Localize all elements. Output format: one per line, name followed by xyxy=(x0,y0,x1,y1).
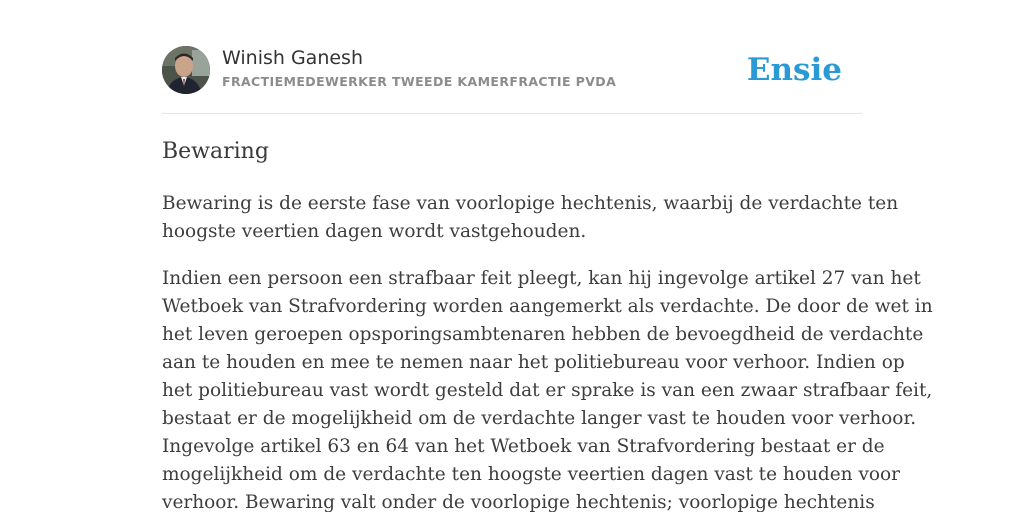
author-avatar[interactable] xyxy=(162,46,210,94)
author-role: FRACTIEMEDEWERKER TWEEDE KAMERFRACTIE PVDA xyxy=(222,74,617,89)
paragraph-line: verhoor. Bewaring valt onder de voorlopige hechtenis; voorlopige hechtenis xyxy=(162,492,875,512)
paragraph-line: hoogste veertien dagen wordt vastgehouden. xyxy=(162,221,587,242)
paragraph-line: Indien een persoon een strafbaar feit pleegt, kan hij ingevolge artikel 27 van het xyxy=(162,268,921,289)
author-name[interactable]: Winish Ganesh xyxy=(222,47,363,69)
paragraph-line: bestaat er de mogelijkheid om de verdachte langer vast te houden voor verhoor. xyxy=(162,408,917,429)
paragraph-line: het leven geroepen opsporingsambtenaren hebben de bevoegdheid de verdachte xyxy=(162,324,924,345)
paragraph-line: Wetboek van Strafvordering worden aangemerkt als verdachte. De door de wet in xyxy=(162,296,933,317)
author-photo xyxy=(162,46,210,94)
paragraph-line: Ingevolge artikel 63 en 64 van het Wetboek van Strafvordering bestaat er de xyxy=(162,436,885,457)
article-paragraph-2 xyxy=(162,265,933,512)
header-divider xyxy=(162,113,862,114)
brand-logo[interactable]: Ensie xyxy=(746,52,842,88)
author-header xyxy=(162,46,862,96)
paragraph-line: aan te houden en mee te nemen naar het politiebureau voor verhoor. Indien op xyxy=(162,352,905,373)
article-paragraph-1 xyxy=(162,190,899,246)
paragraph-line: mogelijkheid om de verdachte ten hoogste veertien dagen vast te houden voor xyxy=(162,464,901,485)
paragraph-line: Bewaring is de eerste fase van voorlopige hechtenis, waarbij de verdachte ten xyxy=(162,193,899,214)
paragraph-line: het politiebureau vast wordt gesteld dat er sprake is van een zwaar strafbaar feit, xyxy=(162,380,933,401)
article-title: Bewaring xyxy=(162,139,269,164)
